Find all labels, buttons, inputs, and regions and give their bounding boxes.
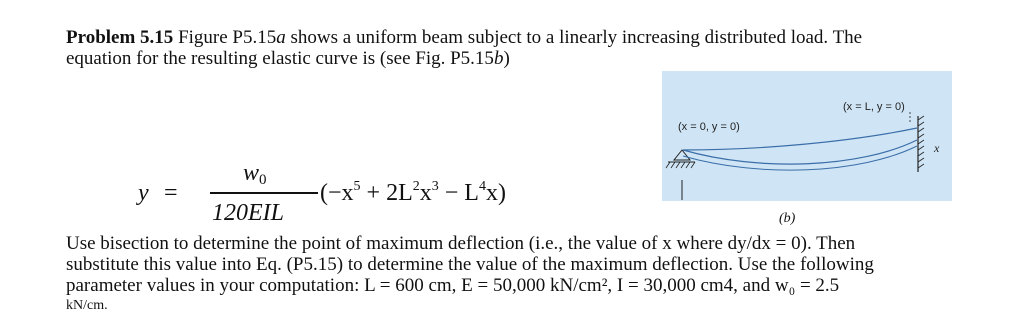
fraction-bar [210,192,318,194]
poly-mid-1: + 2L [360,180,413,206]
problem-intro-line-1 [66,27,862,48]
intro-text-2-close: ) [503,48,510,69]
poly-open: (−x [320,180,354,206]
equation-numerator: w0 [243,160,267,188]
problem-label: Problem 5.15 [66,27,174,48]
x-axis-label: x [934,141,940,155]
left-boundary-condition-label: (x = 0, y = 0) [678,121,740,133]
body-line-2: substitute this value into Eq. (P5.15) to determine the value of the maximum deflection. Use the following [66,254,874,275]
equation-denominator: 120EIL [212,200,284,226]
poly-exp-1: 5 [353,179,361,194]
figure-caption: (b) [779,211,796,226]
problem-intro-line-2 [66,48,510,69]
equation-lhs: y [138,180,149,206]
intro-text-2: equation for the resulting elastic curve is (see Fig. P5.15 [66,48,494,69]
poly-exp-2: 2 [412,179,420,194]
right-boundary-condition-label: (x = L, y = 0) [843,101,905,113]
equation-equals: = [164,180,178,206]
body-line-3: parameter values in your computation: L = 600 cm, E = 50,000 kN/cm², I = 30,000 cm4, and w₀ = 2.5 [66,275,840,296]
beam-figure-panel [662,71,952,201]
body-line-1: Use bisection to determine the point of maximum deflection (i.e., the value of x where dy/dx = 0). Then [66,233,856,254]
figure-reference-b-suffix: b [493,48,504,69]
poly-exp-3: 3 [431,179,439,194]
poly-mid-2: x [419,180,432,206]
poly-close: x) [485,180,506,206]
figure-reference-a: Figure P5.15 [178,27,277,48]
poly-mid-3: − L [438,180,479,206]
figure-reference-a-suffix: a [276,27,286,48]
equation-polynomial [320,180,506,207]
intro-text-1: shows a uniform beam subject to a linearly increasing distributed load. The [285,27,863,48]
body-line-4: kN/cm. [66,298,108,313]
poly-exp-4: 4 [478,179,486,194]
